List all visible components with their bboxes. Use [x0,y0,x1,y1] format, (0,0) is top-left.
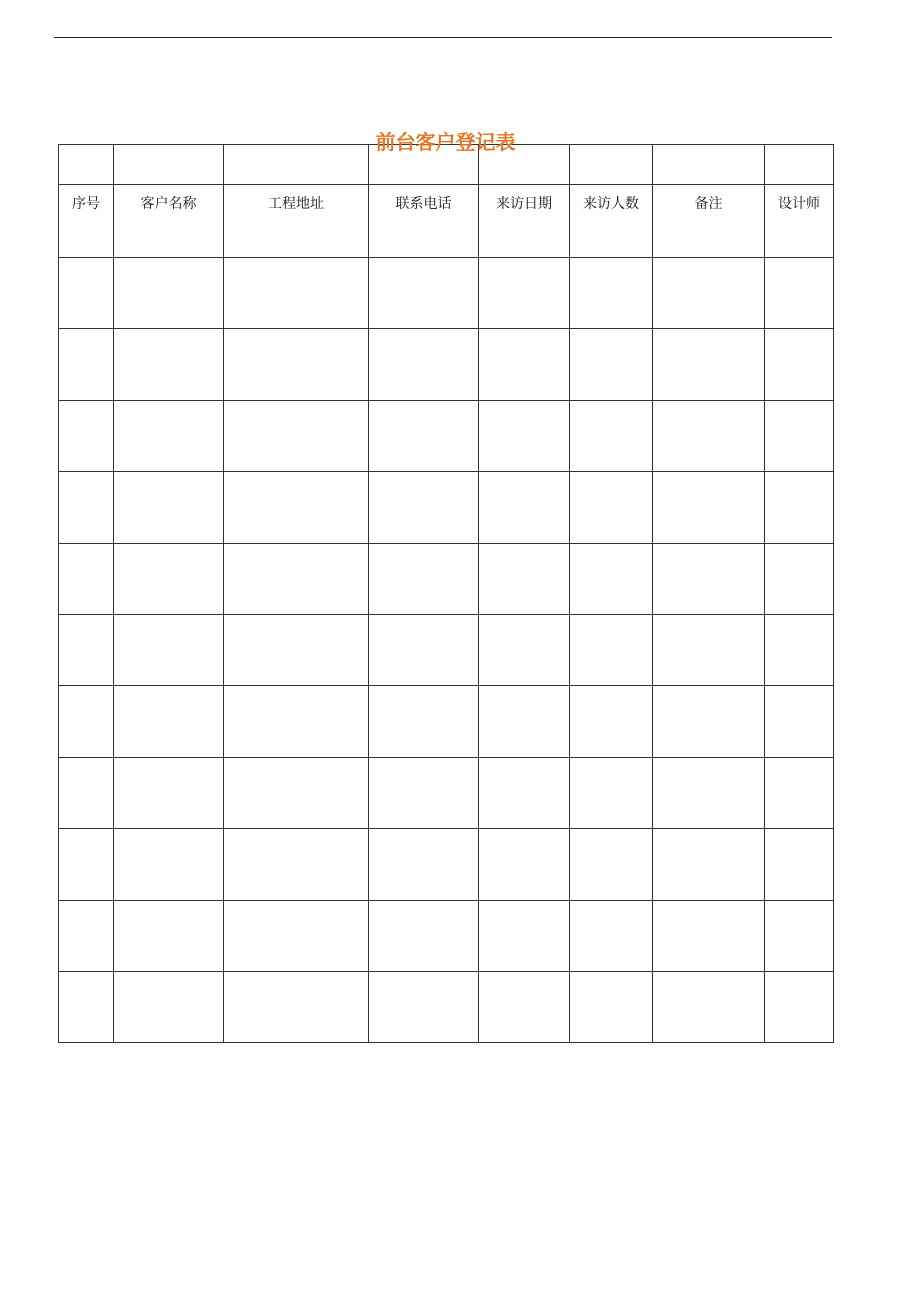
page-title: 前台客户登记表 [375,130,516,154]
table-cell[interactable] [369,971,479,1042]
table-row [59,971,834,1042]
table-cell[interactable] [59,900,114,971]
table-cell[interactable] [224,686,369,757]
table-cell[interactable] [369,686,479,757]
table-cell[interactable] [479,400,570,471]
table-cell[interactable] [765,543,834,614]
table-cell[interactable] [479,971,570,1042]
table-cell[interactable] [653,900,765,971]
table-body [59,258,834,1043]
table-cell[interactable] [765,400,834,471]
table-row [59,400,834,471]
table-cell[interactable] [114,400,224,471]
table-row [59,757,834,828]
table-cell[interactable] [765,258,834,329]
column-header-remarks: 备注 [653,185,765,258]
table-cell[interactable] [59,757,114,828]
header-spacer-cell [369,145,479,185]
column-header-visit-date: 来访日期 [479,185,570,258]
table-cell[interactable] [570,543,653,614]
table-cell[interactable] [479,900,570,971]
table-cell[interactable] [369,472,479,543]
registration-table [58,144,834,1043]
table-cell[interactable] [114,900,224,971]
table-cell[interactable] [765,686,834,757]
table-cell[interactable] [653,757,765,828]
table-cell[interactable] [653,829,765,900]
table-cell[interactable] [369,329,479,400]
table-cell[interactable] [224,400,369,471]
table-cell[interactable] [59,258,114,329]
table-row [59,900,834,971]
table-cell[interactable] [570,971,653,1042]
table-cell[interactable] [765,900,834,971]
column-header-row [59,185,834,258]
table-cell[interactable] [765,829,834,900]
table-cell[interactable] [570,614,653,685]
table-cell[interactable] [570,400,653,471]
table-cell[interactable] [479,543,570,614]
header-spacer-cell [479,145,570,185]
table-cell[interactable] [765,329,834,400]
table-cell[interactable] [479,258,570,329]
table-cell[interactable] [653,329,765,400]
table-cell[interactable] [114,971,224,1042]
column-header-serial: 序号 [59,185,114,258]
column-header-project-address: 工程地址 [224,185,369,258]
table-cell[interactable] [765,472,834,543]
column-header-phone: 联系电话 [369,185,479,258]
table-cell[interactable] [765,971,834,1042]
table-cell[interactable] [653,258,765,329]
table-row [59,543,834,614]
table-cell[interactable] [653,543,765,614]
header-spacer-cell [114,145,224,185]
table-cell[interactable] [570,258,653,329]
column-header-designer: 设计师 [765,185,834,258]
table-cell[interactable] [59,543,114,614]
table-cell[interactable] [224,614,369,685]
table-cell[interactable] [114,543,224,614]
table-cell[interactable] [570,900,653,971]
table-row [59,686,834,757]
table-cell[interactable] [114,329,224,400]
table-cell[interactable] [479,472,570,543]
table-cell[interactable] [369,757,479,828]
table-cell[interactable] [59,829,114,900]
table-cell[interactable] [570,829,653,900]
table-cell[interactable] [570,757,653,828]
header-spacer-cell [59,145,114,185]
header-rule [54,37,832,38]
table-cell[interactable] [653,614,765,685]
table-cell[interactable] [570,472,653,543]
column-header-client-name: 客户名称 [114,185,224,258]
table-cell[interactable] [59,329,114,400]
table-cell[interactable] [224,472,369,543]
table-cell[interactable] [653,686,765,757]
table-cell[interactable] [653,971,765,1042]
table-cell[interactable] [479,329,570,400]
table-cell[interactable] [114,757,224,828]
table-cell[interactable] [653,472,765,543]
table-cell[interactable] [765,757,834,828]
table-row [59,258,834,329]
header-spacer-cell [570,145,653,185]
table-row [59,472,834,543]
table-cell[interactable] [369,900,479,971]
table-cell[interactable] [224,971,369,1042]
table-row [59,329,834,400]
header-spacer-cell [224,145,369,185]
table-cell[interactable] [653,400,765,471]
table-row [59,614,834,685]
table-cell[interactable] [114,258,224,329]
table-cell[interactable] [114,829,224,900]
table-cell[interactable] [59,614,114,685]
table-cell[interactable] [114,472,224,543]
table-cell[interactable] [369,543,479,614]
table-cell[interactable] [59,971,114,1042]
table-cell[interactable] [479,757,570,828]
table-cell[interactable] [224,329,369,400]
table-cell[interactable] [479,686,570,757]
table-cell[interactable] [114,614,224,685]
table-cell[interactable] [59,472,114,543]
table-cell[interactable] [369,614,479,685]
table-cell[interactable] [224,258,369,329]
table-cell[interactable] [369,258,479,329]
table-cell[interactable] [479,614,570,685]
table-cell[interactable] [59,400,114,471]
table-cell[interactable] [224,829,369,900]
table-cell[interactable] [224,757,369,828]
table-cell[interactable] [570,329,653,400]
blank-header-row [59,145,834,185]
table-cell[interactable] [765,614,834,685]
table-cell[interactable] [224,900,369,971]
table-cell[interactable] [224,543,369,614]
table-row [59,829,834,900]
header-spacer-cell [653,145,765,185]
table-cell[interactable] [479,829,570,900]
table-cell[interactable] [59,686,114,757]
table-cell[interactable] [369,829,479,900]
table-cell[interactable] [114,686,224,757]
table-cell[interactable] [369,400,479,471]
header-spacer-cell [765,145,834,185]
column-header-visitor-count: 来访人数 [570,185,653,258]
table-cell[interactable] [570,686,653,757]
